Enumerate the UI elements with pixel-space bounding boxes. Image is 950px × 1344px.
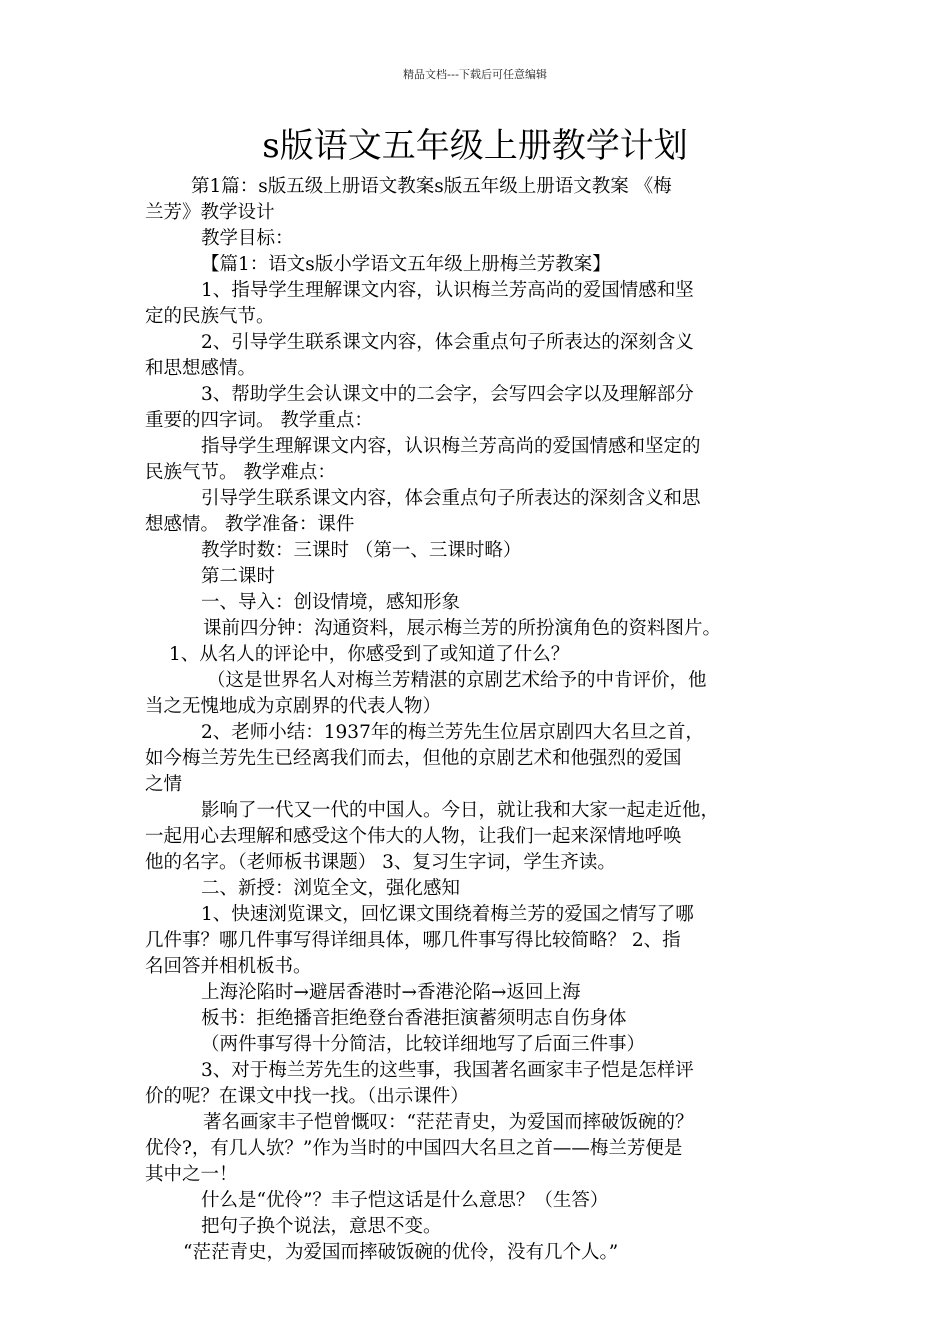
body-line: 把句子换个说法，意思不变。 [201, 1216, 442, 1237]
body-line: （这是世界名人对梅兰芳精湛的京剧艺术给予的中肯评价，他 [207, 670, 707, 691]
body-line: 其中之一！ [145, 1164, 238, 1185]
body-line: 什么是“优伶”？丰子恺这话是什么意思？（生答） [201, 1190, 609, 1211]
body-line: 兰芳》教学设计 [145, 202, 275, 223]
body-line: 3、对于梅兰芳先生的这些事，我国著名画家丰子恺是怎样评 [201, 1060, 694, 1081]
body-line: 影响了一代又一代的中国人。今日，就让我和大家一起走近他， [201, 800, 720, 821]
body-line: 几件事？哪几件事写得详细具体，哪几件事写得比较简略？ 2、指 [145, 930, 681, 951]
body-line: 一、导入：创设情境，感知形象 [201, 592, 461, 613]
body-line: 价的呢？在课文中找一找。（出示课件） [145, 1086, 469, 1107]
body-line: 引导学生联系课文内容，体会重点句子所表达的深刻含义和思 [201, 488, 701, 509]
body-line: 3、帮助学生会认课文中的二会字，会写四会字以及理解部分 [201, 384, 694, 405]
document-body [145, 174, 817, 1266]
body-line: 想感情。 教学准备：课件 [145, 514, 355, 535]
page-header: 精品文档---下载后可任意编辑 [403, 68, 547, 81]
body-line: 教学时数：三课时 （第一、三课时略） [201, 540, 522, 561]
body-line: 二、新授：浏览全文，强化感知 [201, 878, 461, 899]
body-line: 和思想感情。 [145, 358, 257, 379]
body-line: 名回答并相机板书。 [145, 956, 312, 977]
body-line: 第二课时 [201, 566, 276, 587]
body-line: 优伶?，有几人欤？”作为当时的中国四大名旦之首——梅兰芳便是 [145, 1138, 683, 1159]
body-line: 定的民族气节。 [145, 306, 275, 327]
body-line: 上海沦陷时→避居香港时→香港沦陷→返回上海 [201, 982, 581, 1003]
document-title: s版语文五年级上册教学计划 [262, 126, 688, 166]
body-line: “茫茫青史，为爱国而摔破饭碗的优伶，没有几个人。” [183, 1242, 619, 1263]
body-line: 著名画家丰子恺曾慨叹：“茫茫青史，为爱国而摔破饭碗的？ [203, 1112, 694, 1133]
body-line: 当之无愧地成为京剧界的代表人物） [145, 696, 442, 717]
body-line: 如今梅兰芳先生已经离我们而去，但他的京剧艺术和他强烈的爱国 [145, 748, 682, 769]
body-line: 2、引导学生联系课文内容，体会重点句子所表达的深刻含义 [201, 332, 694, 353]
body-line: 2、老师小结：1937年的梅兰芳先生位居京剧四大名旦之首， [201, 722, 704, 743]
body-line: 板书：拒绝播音拒绝登台香港拒演蓄须明志自伤身体 [201, 1008, 627, 1029]
body-line: 他的名字。（老师板书课题） 3、复习生字词，学生齐读。 [145, 852, 616, 873]
body-line: 1、指导学生理解课文内容，认识梅兰芳高尚的爱国情感和坚 [201, 280, 694, 301]
body-line: 之情 [145, 774, 183, 795]
body-line: 第1篇：s版五级上册语文教案s版五年级上册语文教案 《梅 [191, 176, 672, 197]
body-line: 【篇1：语文s版小学语文五年级上册梅兰芳教案】 [201, 254, 611, 275]
body-line: 教学目标： [201, 228, 294, 249]
body-line: 民族气节。 教学难点： [145, 462, 336, 483]
body-line: 一起用心去理解和感受这个伟大的人物，让我们一起来深情地呼唤 [145, 826, 682, 847]
body-line: 课前四分钟：沟通资料，展示梅兰芳的所扮演角色的资料图片。 [203, 618, 722, 639]
body-line: 重要的四字词。 教学重点： [145, 410, 373, 431]
body-line: （两件事写得十分简洁，比较详细地写了后面三件事） [201, 1034, 646, 1055]
body-line: 1、从名人的评论中，你感受到了或知道了什么？ [169, 644, 570, 665]
body-line: 1、快速浏览课文，回忆课文围绕着梅兰芳的爱国之情写了哪 [201, 904, 694, 925]
body-line: 指导学生理解课文内容，认识梅兰芳高尚的爱国情感和坚定的 [201, 436, 701, 457]
